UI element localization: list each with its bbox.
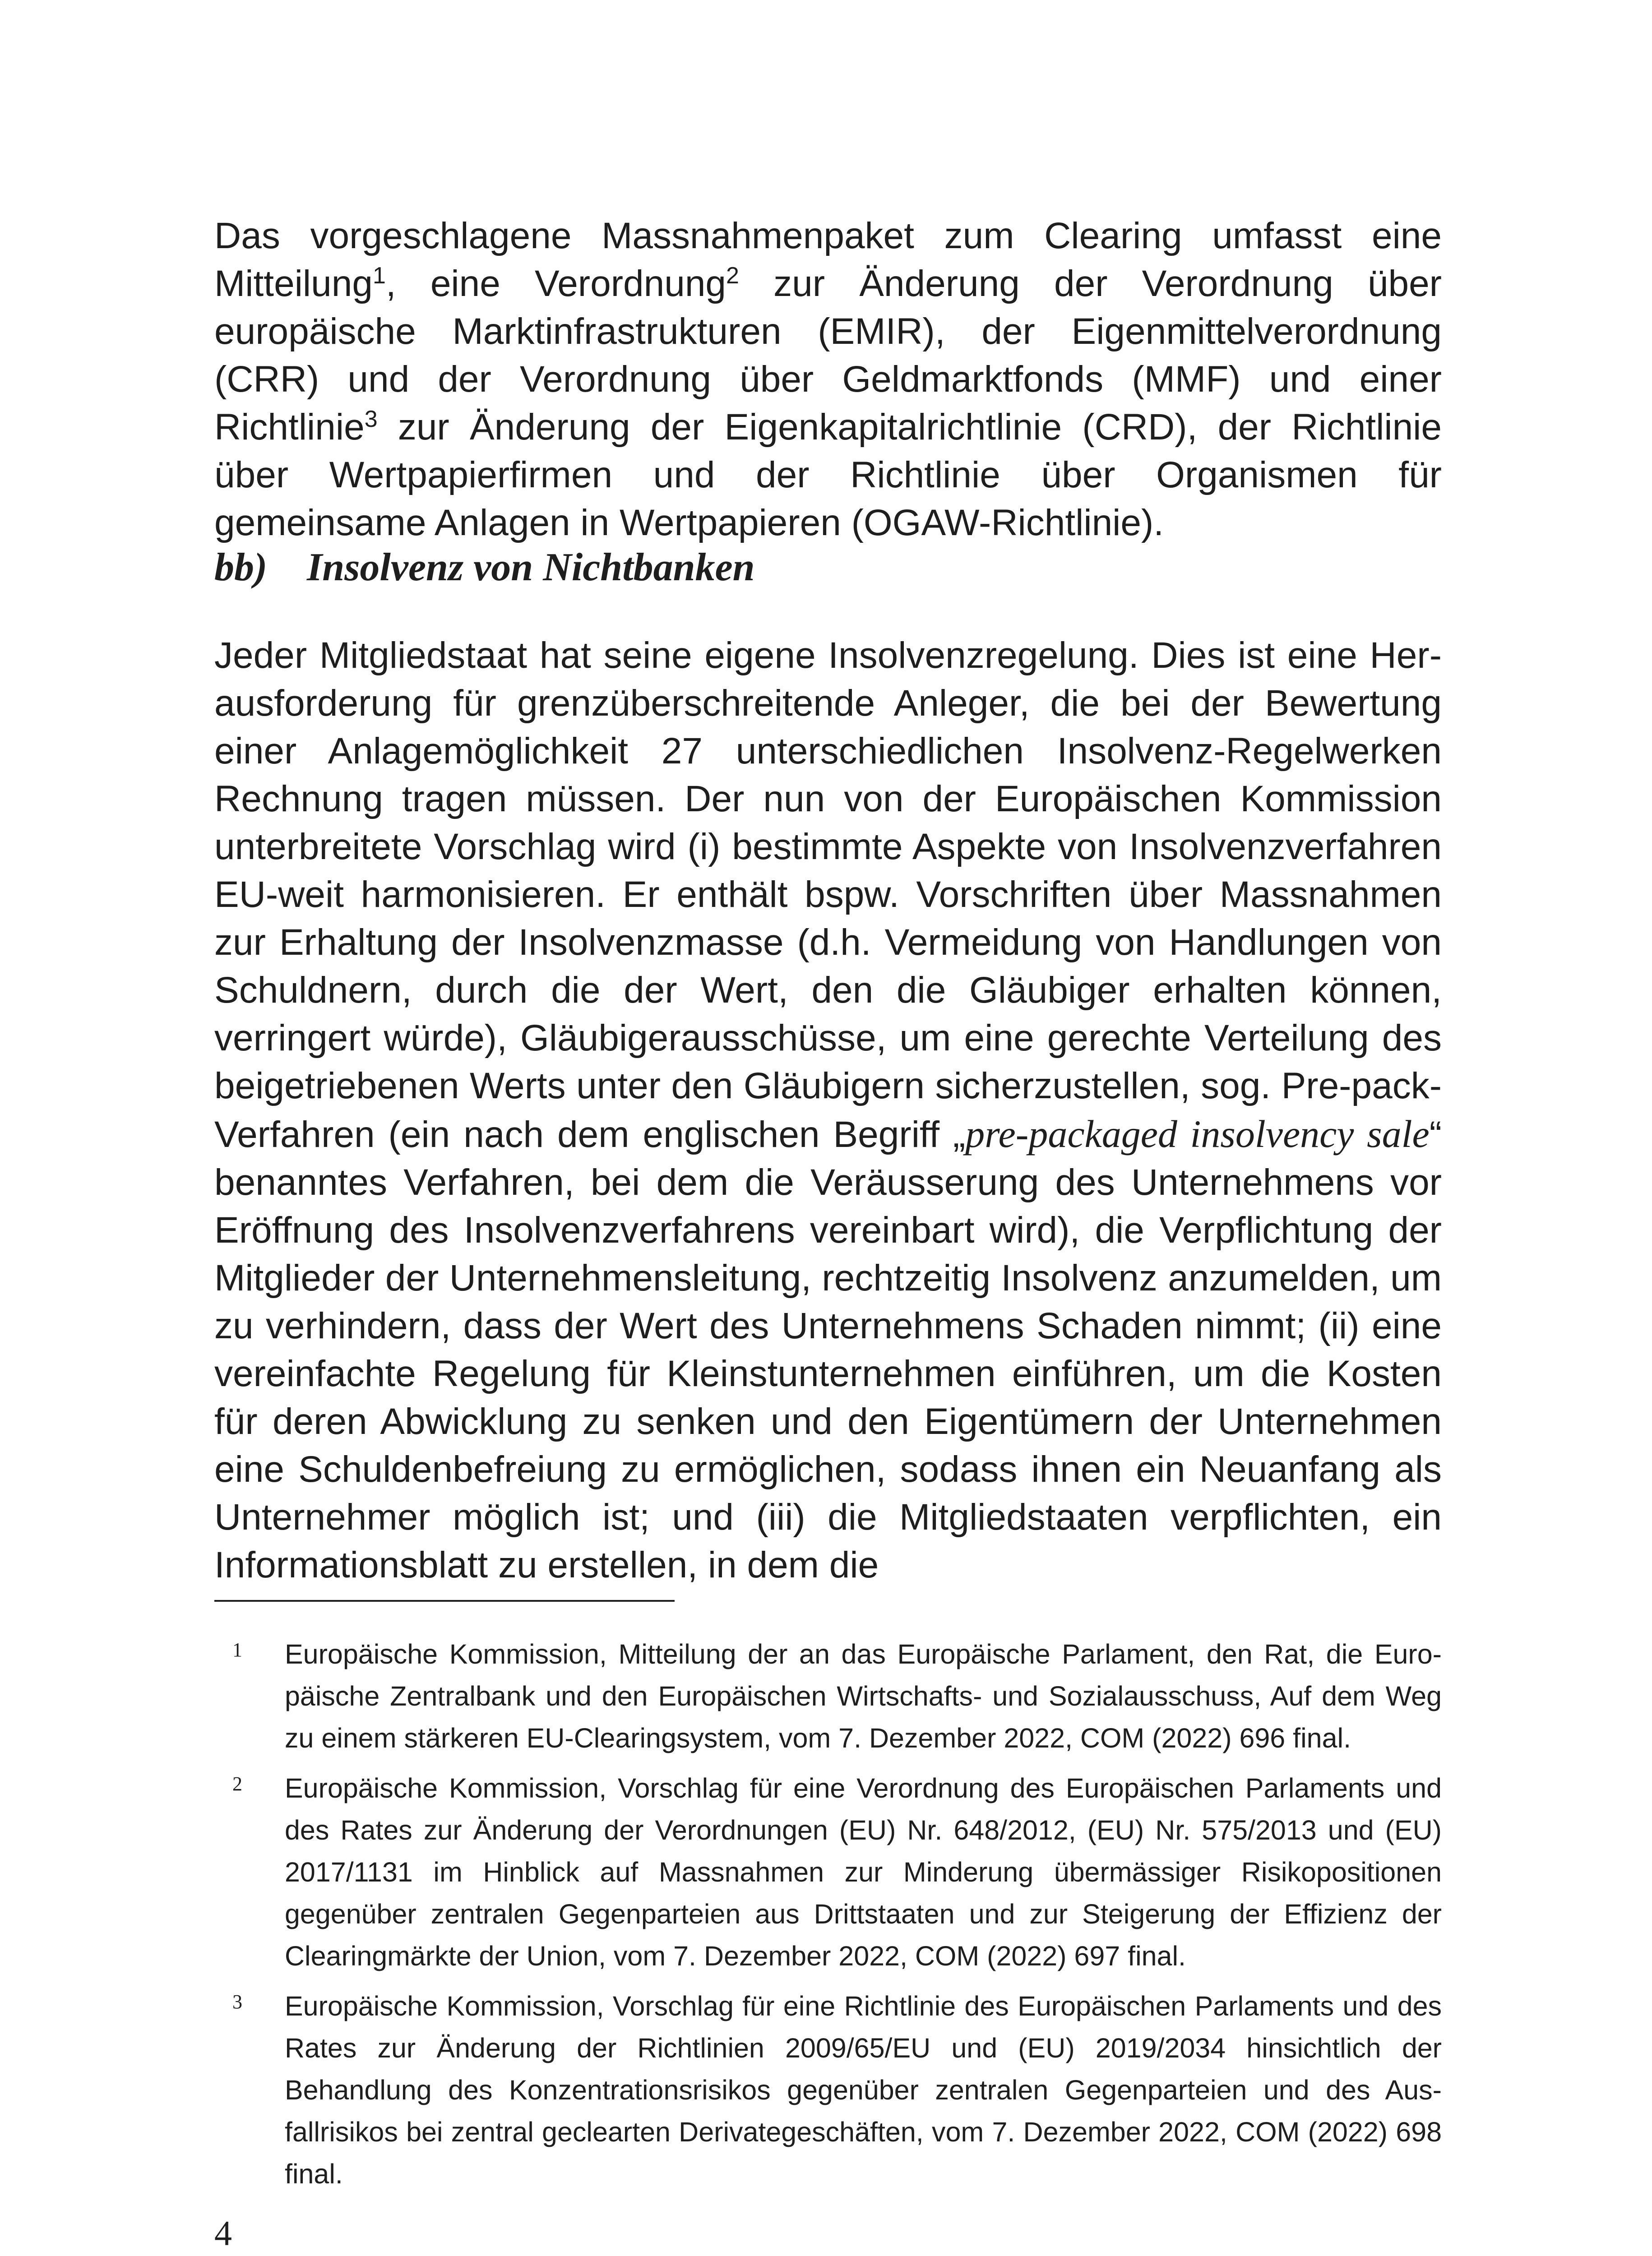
paragraph-text: , eine Verordnung	[385, 263, 727, 304]
footnotes	[214, 1633, 1442, 2203]
paragraph-text: zur Änderung der Verordnung über europäische Marktinfrastrukturen (EMIR), der Eigenmittelverordnung (CRR) und der Verordnung über Geldmarktfonds (MMF) und einer Richtlinie	[214, 263, 1442, 448]
paragraph-text: Das vorgeschlagene Massnahmenpaket zum Clearing umfasst eine Mitteilung	[214, 215, 1442, 304]
footnote-separator	[214, 1600, 675, 1602]
footnote-text: Europäische Kommission, Mitteilung der an das Europäische Parlament, den Rat, die Europäische Zentralbank und den Europäischen Wirtschafts- und Sozialausschuss, Auf dem Weg zu einem stärkeren EU-Clearingsystem, vom 7. Dezember 2022, COM (2022) 696 final.	[285, 1639, 1442, 1753]
section-title: Insolvenz von Nichtbanken	[307, 546, 755, 589]
footnote-2	[214, 1767, 1442, 1977]
footnote-text: Europäische Kommission, Vorschlag für eine Verordnung des Europäischen Parlaments und des Rates zur Änderung der Verordnungen (EU) Nr. 648/2012, (EU) Nr. 575/2013 und (EU) 2017/1131 im Hinblick auf Massnahmen zur Minderung übermässiger Risikopositionen gegenüber zentralen Gegenparteien aus Drittstaaten und zur Steigerung der Effizienz der Clearingmärkte der Union, vom 7. Dezember 2022, COM (2022) 697 final.	[285, 1773, 1442, 1971]
footnote-number: 3	[232, 1991, 242, 2013]
body-paragraph-insolvency	[214, 632, 1442, 1589]
paragraph-text: “ benanntes Verfahren, bei dem die Veräusserung des Unternehmens vor Eröffnung des Insolvenzverfahrens vereinbart wird), die Verpflichtung der Mitglieder der Unternehmensleitung, rechtzeitig Insolvenz anzumelden, um zu verhindern, dass der Wert des Unternehmens Schaden nimmt; (ii) eine vereinfachte Regelung für Kleinstunternehmen einführen, um die Kosten für deren Abwicklung zu senken und den Eigentümern der Unternehmen eine Schuldenbefreiung zu ermöglichen, sodass ihnen ein Neuanfang als Unternehmer möglich ist; und (iii) die Mitgliedstaaten verpflichten, ein Informationsblatt zu erstellen, in dem die	[214, 1114, 1442, 1586]
paragraph-text: zur Änderung der Eigenkapitalrichtlinie (CRD), der Richtlinie über Wertpapierfirmen und der Richtlinie über Organismen für gemeinsame Anlagen in Wertpapieren (OGAW-Richtlinie).	[214, 407, 1442, 543]
footnote-number: 2	[232, 1773, 242, 1795]
footnote-reference-3[interactable]: 3	[364, 406, 378, 432]
section-number: bb)	[214, 546, 268, 589]
footnote-text: Europäische Kommission, Vorschlag für eine Richtlinie des Europäischen Parlaments und des Rates zur Änderung der Richtlinien 2009/65/EU und (EU) 2019/2034 hinsichtlich der Behandlung des Konzentrationsrisikos gegenüber zentralen Gegenparteien und des Ausfallrisikos bei zentral geclearten Derivategeschäften, vom 7. Dezember 2022, COM (2022) 698 final.	[285, 1991, 1442, 2189]
page-number: 4	[214, 2214, 232, 2253]
italic-term: pre-packaged insolvency sale	[965, 1112, 1430, 1156]
footnote-3	[214, 1985, 1442, 2195]
footnote-number: 1	[232, 1639, 242, 1661]
section-heading	[214, 544, 1442, 592]
footnote-reference-2[interactable]: 2	[726, 263, 739, 289]
footnote-reference-1[interactable]: 1	[372, 263, 386, 289]
body-paragraph-clearing-package	[214, 212, 1442, 547]
paragraph-text: Jeder Mitgliedstaat hat seine eigene Insolvenzregelung. Dies ist eine Herausforderung für grenzüberschreitende Anleger, die bei der Bewertung einer Anlagemöglichkeit 27 unterschiedlichen Insolvenz-Regelwerken Rechnung tragen müssen. Der nun von der Europäischen Kommission unterbreitete Vorschlag wird (i) bestimmte Aspekte von Insolvenzverfahren EU-weit harmonisieren. Er enthält bspw. Vorschriften über Massnahmen zur Erhaltung der Insolvenzmasse (d.h. Vermeidung von Handlungen von Schuldnern, durch die der Wert, den die Gläubiger erhalten können, verringert würde), Gläubigerausschüsse, um eine gerechte Verteilung des beigetriebenen Werts unter den Gläubigern sicherzustellen, sog. Pre-pack-Verfahren (ein nach dem englischen Begriff „	[214, 635, 1442, 1155]
footnote-1	[214, 1633, 1442, 1759]
